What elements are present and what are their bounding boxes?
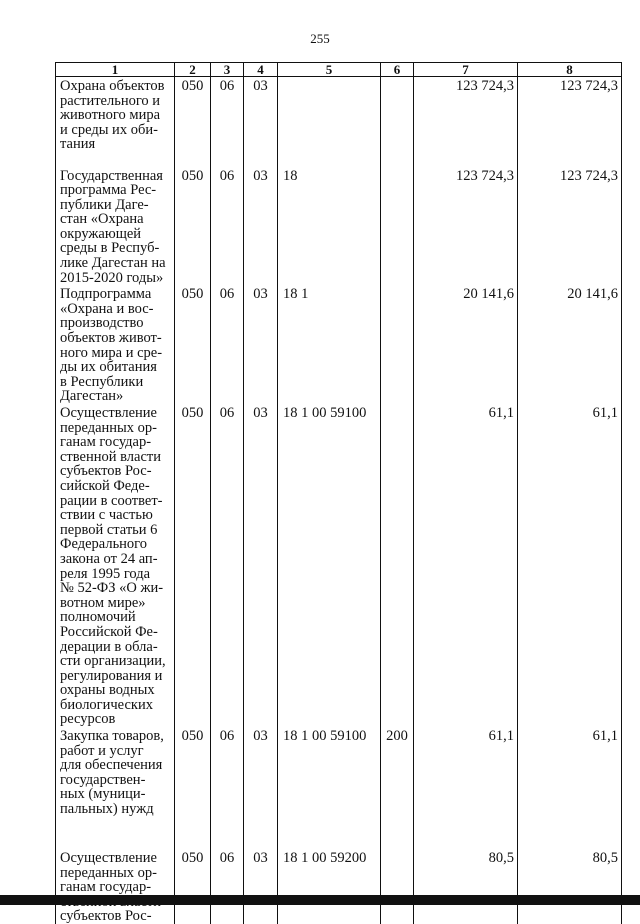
row-col6 [381, 285, 414, 404]
row-col2: 050 [175, 167, 211, 286]
row-col8: 123 724,3 [518, 77, 622, 167]
row-col6 [381, 167, 414, 286]
row-col7: 20 141,6 [414, 285, 518, 404]
row-name: Государственная программа Рес- публики Даге- стан «Охрана окружающей среды в Респуб- лике Дагестан на 2015-2020 годы» [56, 167, 175, 286]
row-col3: 06 [211, 849, 244, 924]
row-col7: 80,5 [414, 849, 518, 924]
row-col6 [381, 77, 414, 167]
row-name: Подпрограмма «Охрана и вос- производство объектов живот- ного мира и сре- ды их обитания в Республики Дагестан» [56, 285, 175, 404]
budget-table [55, 62, 622, 924]
row-col7: 61,1 [414, 404, 518, 727]
row-col4: 03 [244, 727, 278, 849]
row-col8: 61,1 [518, 727, 622, 849]
row-col2: 050 [175, 77, 211, 167]
row-col2: 050 [175, 404, 211, 727]
header-row [56, 63, 622, 77]
row-col2: 050 [175, 285, 211, 404]
row-col4: 03 [244, 404, 278, 727]
header-col-7: 7 [414, 63, 518, 77]
row-name: Закупка товаров, работ и услуг для обеспечения государствен- ных (муници- пальных) нужд [56, 727, 175, 849]
row-col6 [381, 404, 414, 727]
table-row [56, 285, 622, 404]
row-col8: 80,5 [518, 849, 622, 924]
row-col2: 050 [175, 727, 211, 849]
row-col4: 03 [244, 849, 278, 924]
row-col8: 61,1 [518, 404, 622, 727]
header-col-8: 8 [518, 63, 622, 77]
row-col5: 18 [278, 167, 381, 286]
header-col-1: 1 [56, 63, 175, 77]
row-name: Осуществление переданных ор- ганам государ- ственной власти субъектов Рос- сийской Феде- рации в соответ- ствии с частью первой статьи 6 Федерального закона от 24 ап- реля 1995 года № 52-ФЗ «О жи- вотном мире» полномочий Российской Фе- дерации в обла- сти организации, регулирования и охраны водных биологических ресурсов [56, 404, 175, 727]
row-col3: 06 [211, 285, 244, 404]
page-number: 255 [310, 31, 330, 46]
row-name: Охрана объектов растительного и животного мира и среды их оби- тания [56, 77, 175, 167]
row-col6 [381, 849, 414, 924]
header-col-4: 4 [244, 63, 278, 77]
table-row [56, 727, 622, 849]
row-col3: 06 [211, 167, 244, 286]
row-col3: 06 [211, 727, 244, 849]
row-col4: 03 [244, 167, 278, 286]
row-col5: 18 1 00 59100 [278, 404, 381, 727]
row-col3: 06 [211, 77, 244, 167]
table-row [56, 404, 622, 727]
row-col3: 06 [211, 404, 244, 727]
row-col7: 61,1 [414, 727, 518, 849]
header-col-6: 6 [381, 63, 414, 77]
row-col4: 03 [244, 285, 278, 404]
row-col6: 200 [381, 727, 414, 849]
table-row [56, 77, 622, 167]
row-col7: 123 724,3 [414, 167, 518, 286]
row-col5: 18 1 00 59100 [278, 727, 381, 849]
row-col2: 050 [175, 849, 211, 924]
table-row [56, 849, 622, 924]
row-col5 [278, 77, 381, 167]
row-col4: 03 [244, 77, 278, 167]
row-col8: 20 141,6 [518, 285, 622, 404]
header-col-3: 3 [211, 63, 244, 77]
header-col-5: 5 [278, 63, 381, 77]
row-col8: 123 724,3 [518, 167, 622, 286]
row-col5: 18 1 00 59200 [278, 849, 381, 924]
scan-bottom-border [0, 895, 640, 905]
header-col-2: 2 [175, 63, 211, 77]
table-row [56, 167, 622, 286]
row-col5: 18 1 [278, 285, 381, 404]
row-col7: 123 724,3 [414, 77, 518, 167]
row-name: Осуществление переданных ор- ганам государ- субъектов Рос- [56, 849, 175, 924]
